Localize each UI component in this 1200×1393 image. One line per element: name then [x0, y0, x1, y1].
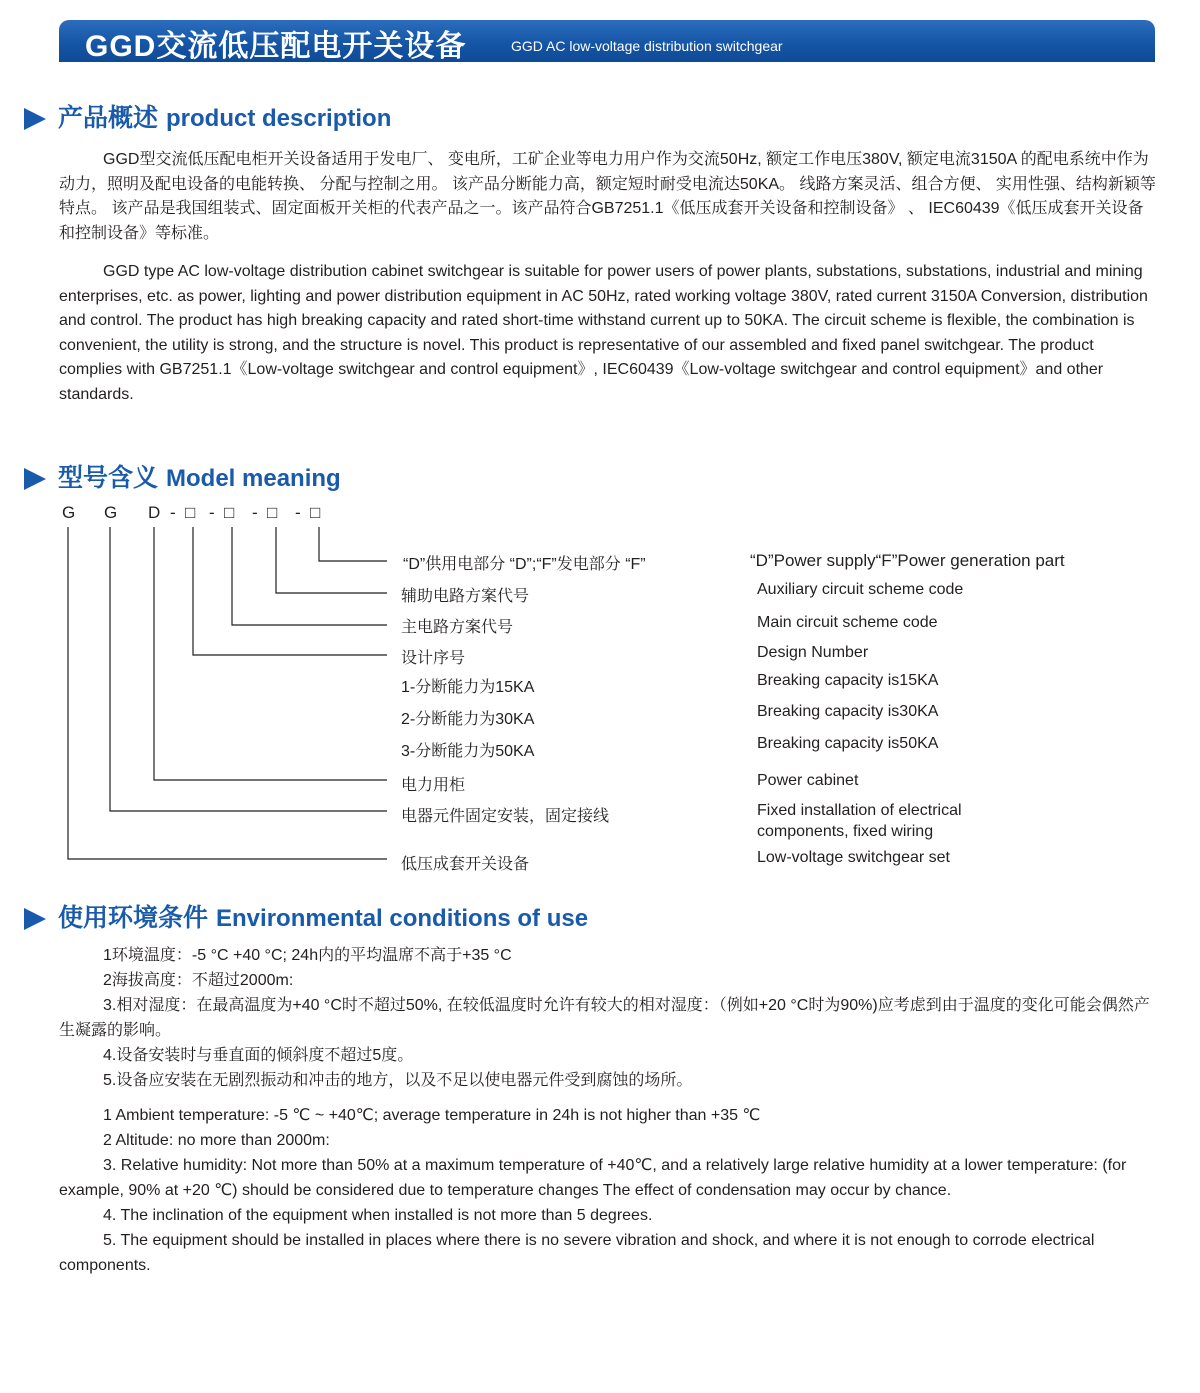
connector-line [232, 527, 387, 625]
model-row-en: Low-voltage switchgear set [757, 849, 950, 866]
model-row-en: Main circuit scheme code [757, 614, 938, 631]
model-row-en: Design Number [757, 644, 869, 661]
code-char: □ [267, 503, 278, 522]
description-paragraph-en: GGD type AC low-voltage distribution cabinet switchgear is suitable for power users of power plants, substations, substations, industrial and mining enterprises, etc. as power, lighting and power distribution equipment in AC 50Hz, rated working voltage 380V, rated current 3150A Conversion, distribution and control. The product has high breaking capacity and rated short-time withstand current up to 50KA. The circuit scheme is flexible, the combination is convenient, the utility is strong, and the structure is novel. This product is representative of our assembled and fixed panel switchgear. The product complies with GB7251.1《Low-voltage switchgear and control equipment》, IEC60439《Low-voltage switchgear and control equipment》and other standards. [59, 263, 1148, 403]
code-char: □ [185, 503, 196, 522]
model-row-zh: 主电路方案代号 [401, 619, 514, 636]
heading-en: Model meaning [166, 465, 341, 492]
model-row-zh: 电力用柜 [401, 777, 466, 794]
heading-zh: 使用环境条件 [58, 904, 209, 932]
heading-en: product description [166, 105, 392, 132]
model-row-zh: “D”供用电部分 “D”;“F”发电部分 “F” [403, 556, 646, 573]
code-char: - [209, 503, 215, 522]
connector-line [319, 527, 387, 561]
env-item-zh: 4.设备安装时与垂直面的倾斜度不超过5度。 [103, 1047, 414, 1064]
code-char: G [62, 503, 76, 522]
model-row-zh: 设计序号 [401, 650, 466, 667]
model-row-en: Power cabinet [757, 772, 859, 789]
heading-zh: 产品概述 [58, 104, 159, 132]
code-char: G [104, 503, 118, 522]
model-row-en: “D”Power supply“F”Power generation part [750, 551, 1065, 570]
model-row-en: Breaking capacity is30KA [757, 703, 939, 720]
env-item-en: 4. The inclination of the equipment when installed is not more than 5 degrees. [103, 1207, 653, 1224]
code-char: - [295, 503, 301, 522]
env-item-en: 5. The equipment should be installed in places where there is no severe vibration and shock, and where it is not enough to corrode electrical components. [59, 1232, 1095, 1274]
model-row-zh: 低压成套开关设备 [401, 856, 530, 873]
env-item-zh: 2海拔高度：不超过2000m: [103, 972, 294, 989]
model-row-zh: 1-分断能力为15KA [401, 679, 535, 696]
connector-line [110, 527, 387, 811]
code-char: □ [310, 503, 321, 522]
code-char: - [252, 503, 258, 522]
connector-line [154, 527, 387, 780]
model-row-en: Breaking capacity is15KA [757, 672, 939, 689]
model-row-zh: 电器元件固定安装，固定接线 [401, 808, 610, 825]
connector-line [276, 527, 387, 593]
model-row-en: Auxiliary circuit scheme code [757, 581, 964, 598]
description-paragraph-zh: GGD型交流低压配电柜开关设备适用于发电厂、 变电所，工矿企业等电力用户作为交流50Hz, 额定工作电压380V, 额定电流3150A 的配电系统中作为动力，照明及配电设备的电能转换、 分配与控制之用。 该产品分断能力高，额定短时耐受电流达50KA。 线路方案灵活、组合方便、 实用性强、结构新颖等特点。 该产品是我国组装式、固定面板开关柜的代表产品之一。该产品符合GB7251.1《低压成套开关设备和控制设备》 、 IEC60439《低压成套开关设备和控制设备》等标准。 [59, 151, 1156, 242]
environment-list-en [59, 1103, 1159, 1278]
model-row-en: Fixed installation of electrical [757, 802, 962, 819]
model-row-en: Breaking capacity is50KA [757, 735, 939, 752]
heading-en: Environmental conditions of use [216, 905, 589, 932]
code-char: □ [224, 503, 235, 522]
banner-title-zh: GGD交流低压配电开关设备 [85, 30, 467, 63]
heading-zh: 型号含义 [58, 464, 159, 492]
env-item-en: 1 Ambient temperature: -5 ℃ ~ +40℃; average temperature in 24h is not higher than +35 ℃ [103, 1107, 761, 1124]
section-heading-environment [24, 898, 588, 932]
code-char: - [170, 503, 176, 522]
env-item-zh: 1环境温度：-5 °C +40 °C; 24h内的平均温席不高于+35 °C [103, 947, 512, 964]
env-item-zh: 3.相对湿度：在最高温度为+40 °C时不超过50%, 在较低温度时允许有较大的相对湿度：（例如+20 °C时为90%)应考虑到由于温度的变化可能会偶然产生凝露的影响。 [59, 997, 1150, 1039]
code-char: D [148, 503, 161, 522]
env-item-zh: 5.设备应安装在无剧烈振动和冲击的地方，以及不足以使电器元件受到腐蚀的场所。 [103, 1072, 693, 1089]
connector-line [193, 527, 387, 655]
environment-list-zh [59, 943, 1159, 1093]
connector-line [68, 527, 387, 859]
triangle-bullet-icon [24, 908, 46, 930]
env-item-en: 2 Altitude: no more than 2000m: [103, 1132, 330, 1149]
banner-title-en: GGD AC low-voltage distribution switchgear [511, 38, 783, 54]
model-row-en-line2: components, fixed wiring [757, 823, 934, 840]
env-item-en: 3. Relative humidity: Not more than 50% at a maximum temperature of +40℃, and a relatively large relative humidity at a lower temperature: (for example, 90% at +20 ℃) should be considered due to temperature changes The effect of condensation may occur by chance. [59, 1157, 1127, 1199]
model-row-zh: 3-分断能力为50KA [401, 743, 535, 760]
model-row-zh: 2-分断能力为30KA [401, 711, 535, 728]
model-row-zh: 辅助电路方案代号 [401, 588, 530, 605]
